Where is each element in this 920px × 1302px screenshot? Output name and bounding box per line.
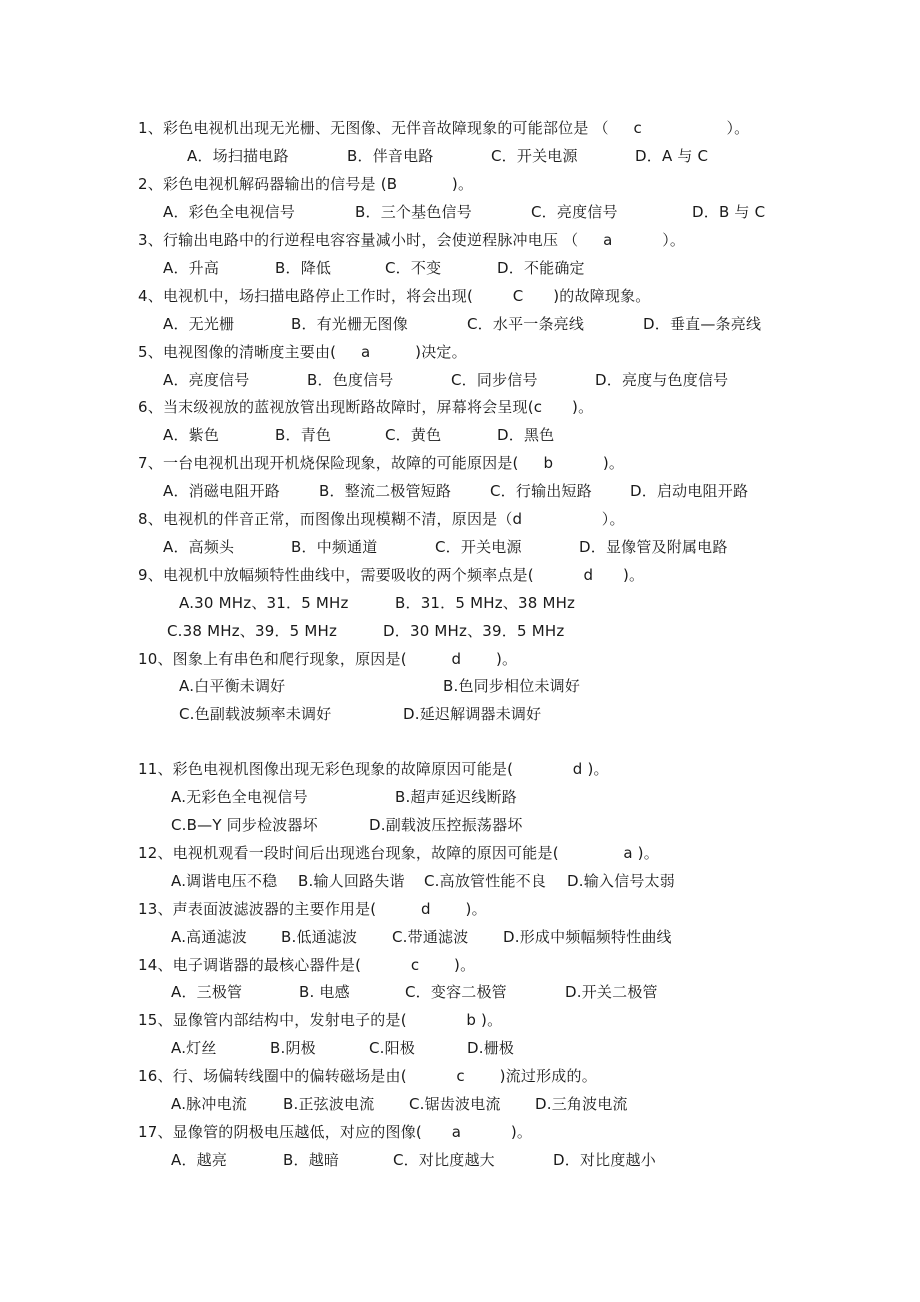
q12-option-d: D.输入信号太弱 [567, 872, 675, 890]
q17-option-c: C．对比度越大 [393, 1151, 495, 1169]
q8-option-b: B．中频通道 [291, 538, 378, 556]
q2-option-a: A．彩色全电视信号 [163, 203, 296, 221]
q15-option-b: B.阴极 [270, 1039, 316, 1057]
q5-option-d: D．亮度与色度信号 [595, 371, 729, 389]
question-4-stem: 4、电视机中，场扫描电路停止工作时，将会出现( C )的故障现象。 [138, 287, 651, 305]
question-7-stem: 7、一台电视机出现开机烧保险现象，故障的可能原因是( b )。 [138, 454, 625, 472]
q11-option-c: C.B—Y 同步检波器坏 [171, 816, 318, 834]
question-3-stem: 3、行输出电路中的行逆程电容容量减小时，会使逆程脉冲电压 （ a ）。 [138, 231, 686, 249]
q13-option-a: A.高通滤波 [171, 928, 247, 946]
q1-option-b: B．伴音电路 [347, 147, 434, 165]
q9-option-d: D．30 MHz、39．5 MHz [383, 622, 565, 640]
q16-option-a: A.脉冲电流 [171, 1095, 247, 1113]
question-16-stem: 16、行、场偏转线圈中的偏转磁场是由( c )流过形成的。 [138, 1067, 597, 1085]
q6-option-a: A．紫色 [163, 426, 220, 444]
q14-option-d: D.开关二极管 [565, 983, 658, 1001]
question-11-stem: 11、彩色电视机图像出现无彩色现象的故障原因可能是( d )。 [138, 760, 609, 778]
q7-option-c: C．行输出短路 [490, 482, 592, 500]
q6-option-d: D．黑色 [497, 426, 555, 444]
question-15-stem: 15、显像管内部结构中，发射电子的是( b )。 [138, 1011, 503, 1029]
q13-option-d: D.形成中频幅频特性曲线 [503, 928, 672, 946]
q4-option-c: C．水平一条亮线 [467, 315, 585, 333]
q15-option-c: C.阳极 [369, 1039, 416, 1057]
q1-option-c: C．开关电源 [491, 147, 578, 165]
q11-option-b: B.超声延迟线断路 [395, 788, 517, 806]
q10-option-b: B.色同步相位未调好 [443, 677, 581, 695]
question-5-stem: 5、电视图像的清晰度主要由( a )决定。 [138, 343, 467, 361]
q9-option-c: C.38 MHz、39．5 MHz [167, 622, 338, 640]
question-13-stem: 13、声表面波滤波器的主要作用是( d )。 [138, 900, 487, 918]
question-14-stem: 14、电子调谐器的最核心器件是( c )。 [138, 956, 476, 974]
question-17-stem: 17、显像管的阴极电压越低，对应的图像( a )。 [138, 1123, 533, 1141]
q14-option-c: C．变容二极管 [405, 983, 507, 1001]
question-6-stem: 6、当末级视放的蓝视放管出现断路故障时，屏幕将会呈现(c )。 [138, 398, 594, 416]
q9-option-b: B．31．5 MHz、38 MHz [395, 594, 576, 612]
q17-option-b: B．越暗 [283, 1151, 340, 1169]
q7-option-b: B．整流二极管短路 [319, 482, 452, 500]
q16-option-c: C.锯齿波电流 [409, 1095, 501, 1113]
q1-option-d: D．A 与 C [635, 147, 709, 165]
q4-option-b: B．有光栅无图像 [291, 315, 408, 333]
q10-option-c: C.色副载波频率未调好 [179, 705, 332, 723]
q3-option-b: B．降低 [275, 259, 332, 277]
q16-option-d: D.三角波电流 [535, 1095, 628, 1113]
q5-option-c: C．同步信号 [451, 371, 538, 389]
q5-option-a: A．亮度信号 [163, 371, 250, 389]
question-2-stem: 2、彩色电视机解码器输出的信号是 (B )。 [138, 175, 474, 193]
q14-option-b: B. 电感 [299, 983, 350, 1001]
q2-option-b: B．三个基色信号 [355, 203, 472, 221]
q2-option-c: C．亮度信号 [531, 203, 618, 221]
question-12-stem: 12、电视机观看一段时间后出现逃台现象，故障的原因可能是( a )。 [138, 844, 659, 862]
q3-option-c: C．不变 [385, 259, 442, 277]
q8-option-a: A．高频头 [163, 538, 235, 556]
q9-option-a: A.30 MHz、31．5 MHz [179, 594, 349, 612]
q7-option-d: D．启动电阻开路 [630, 482, 749, 500]
q1-option-a: A．场扫描电路 [187, 147, 289, 165]
q17-option-a: A．越亮 [171, 1151, 228, 1169]
q6-option-b: B．青色 [275, 426, 332, 444]
question-10-stem: 10、图象上有串色和爬行现象，原因是( d )。 [138, 650, 518, 668]
question-8-stem: 8、电视机的伴音正常，而图像出现模糊不清，原因是（d ）。 [138, 510, 625, 528]
q4-option-d: D．垂直—条亮线 [643, 315, 762, 333]
q15-option-a: A.灯丝 [171, 1039, 217, 1057]
q12-option-a: A.调谐电压不稳 [171, 872, 278, 890]
q17-option-d: D．对比度越小 [553, 1151, 656, 1169]
q13-option-c: C.带通滤波 [392, 928, 469, 946]
q13-option-b: B.低通滤波 [281, 928, 358, 946]
q16-option-b: B.正弦波电流 [283, 1095, 375, 1113]
q3-option-d: D．不能确定 [497, 259, 585, 277]
question-1-stem: 1、彩色电视机出现无光栅、无图像、无伴音故障现象的可能部位是 （ c ）。 [138, 119, 750, 137]
q2-option-d: D．B 与 C [692, 203, 766, 221]
q12-option-c: C.高放管性能不良 [424, 872, 547, 890]
q10-option-d: D.延迟解调器未调好 [403, 705, 542, 723]
q15-option-d: D.栅极 [467, 1039, 515, 1057]
q11-option-a: A.无彩色全电视信号 [171, 788, 308, 806]
q12-option-b: B.输人回路失谐 [298, 872, 405, 890]
q5-option-b: B．色度信号 [307, 371, 394, 389]
q7-option-a: A．消磁电阻开路 [163, 482, 280, 500]
q8-option-d: D．显像管及附属电路 [579, 538, 728, 556]
q11-option-d: D.副载波压控振荡器坏 [369, 816, 523, 834]
q8-option-c: C．开关电源 [435, 538, 522, 556]
question-9-stem: 9、电视机中放幅频特性曲线中，需要吸收的两个频率点是( d )。 [138, 566, 645, 584]
q14-option-a: A．三极管 [171, 983, 243, 1001]
q4-option-a: A．无光栅 [163, 315, 235, 333]
q10-option-a: A.白平衡未调好 [179, 677, 286, 695]
q3-option-a: A．升高 [163, 259, 220, 277]
q6-option-c: C．黄色 [385, 426, 442, 444]
